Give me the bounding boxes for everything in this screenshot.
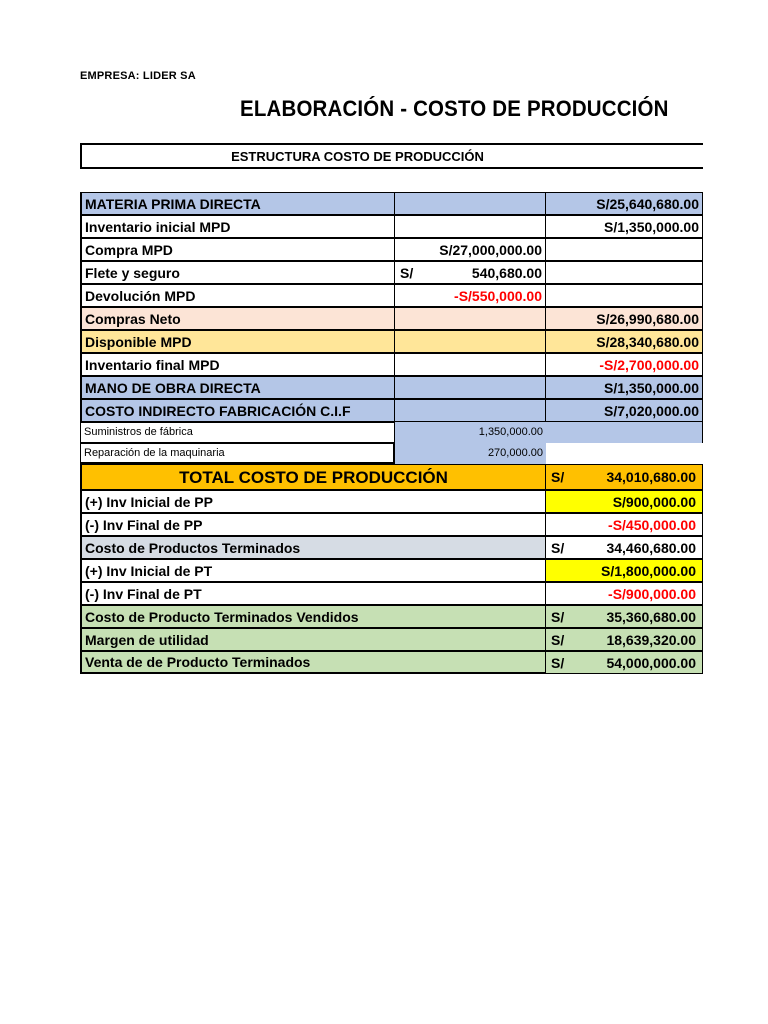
structure-header-text: ESTRUCTURA COSTO DE PRODUCCIÓN	[231, 149, 484, 164]
row-middle-value-text: -S/550,000.00	[454, 287, 542, 304]
row-label	[80, 513, 546, 536]
row-middle-value	[395, 443, 546, 464]
row-value	[546, 582, 703, 605]
currency-symbol: S/	[551, 608, 565, 625]
row-label	[80, 536, 546, 559]
row-value	[546, 192, 703, 215]
row-middle-value	[395, 307, 546, 330]
row-value	[546, 651, 703, 674]
row-label-text: Inventario final MPD	[85, 356, 220, 373]
row-middle-value-text: 540,680.00	[471, 264, 542, 281]
row-label	[80, 192, 395, 215]
row-value	[546, 215, 703, 238]
row-label-text: Venta de de Producto Terminados	[85, 654, 311, 670]
row-middle-value	[395, 422, 546, 443]
row-label-text: Suministros de fábrica	[84, 426, 193, 438]
row-value-text: 18,639,320.00	[606, 631, 696, 648]
row-label-text: Flete y seguro	[85, 264, 180, 281]
row-value	[546, 307, 703, 330]
row-label-text: (-) Inv Final de PP	[85, 516, 203, 533]
row-label-text: (+) Inv Inicial de PP	[85, 493, 213, 510]
row-middle-value-text: 270,000.00	[487, 447, 543, 459]
row-middle-value	[395, 399, 546, 422]
row-value-text: S/7,020,000.00	[604, 402, 699, 419]
row-value-text: S/1,350,000.00	[604, 379, 699, 396]
row-middle-value	[395, 376, 546, 399]
row-value-text: S/900,000.00	[612, 493, 696, 510]
row-label-text: Compras Neto	[85, 310, 181, 327]
row-value-text: S/1,800,000.00	[601, 562, 696, 579]
row-label-text: Costo de Productos Terminados	[85, 539, 301, 556]
row-value-text: -S/2,700,000.00	[599, 356, 699, 373]
row-value-text: 35,360,680.00	[606, 608, 696, 625]
row-label	[80, 582, 546, 605]
company-label: EMPRESA: LIDER SA	[80, 70, 196, 82]
row-value-text: -S/900,000.00	[608, 585, 696, 602]
row-label	[80, 399, 395, 422]
row-value-text: 34,010,680.00	[606, 469, 696, 485]
row-value	[546, 443, 703, 464]
row-value	[546, 376, 703, 399]
row-label	[80, 330, 395, 353]
row-label	[80, 261, 395, 284]
page-title: ELABORACIÓN - COSTO DE PRODUCCIÓN	[240, 96, 669, 121]
row-label-text: Compra MPD	[85, 241, 173, 258]
row-label	[80, 464, 546, 490]
row-value	[546, 422, 703, 443]
row-label	[80, 215, 395, 238]
row-value	[546, 261, 703, 284]
row-label-text: Margen de utilidad	[85, 631, 209, 648]
row-value	[546, 238, 703, 261]
row-label-text: Devolución MPD	[85, 287, 196, 304]
row-label-text: COSTO INDIRECTO FABRICACIÓN C.I.F	[85, 402, 351, 419]
row-middle-value-text: 1,350,000.00	[478, 426, 543, 438]
row-value	[546, 399, 703, 422]
row-value-text: S/1,350,000.00	[604, 218, 699, 235]
row-middle-value	[395, 284, 546, 307]
row-middle-value	[395, 261, 546, 284]
row-value	[546, 284, 703, 307]
row-middle-value	[395, 353, 546, 376]
currency-symbol: S/	[551, 539, 565, 556]
row-middle-value	[395, 330, 546, 353]
row-value	[546, 513, 703, 536]
currency-symbol: S/	[551, 654, 565, 671]
row-label	[80, 443, 395, 464]
row-value	[546, 559, 703, 582]
row-value-text: 54,000,000.00	[606, 654, 696, 671]
row-value	[546, 464, 703, 490]
row-label	[80, 628, 546, 651]
row-label	[80, 238, 395, 261]
row-middle-value	[395, 192, 546, 215]
row-middle-value-text: S/27,000,000.00	[439, 241, 542, 258]
row-middle-value	[395, 238, 546, 261]
row-value-text: S/25,640,680.00	[596, 195, 699, 212]
row-label-text: Reparación de la maquinaria	[84, 446, 225, 459]
row-value-text: -S/450,000.00	[608, 516, 696, 533]
row-label-text: Costo de Producto Terminados Vendidos	[85, 608, 359, 625]
currency-symbol: S/	[400, 264, 414, 281]
row-label	[80, 307, 395, 330]
row-label	[80, 284, 395, 307]
row-value	[546, 605, 703, 628]
row-label	[80, 376, 395, 399]
row-label	[80, 559, 546, 582]
row-label	[80, 651, 546, 674]
row-value	[546, 536, 703, 559]
currency-symbol: S/	[551, 631, 565, 648]
row-value	[546, 490, 703, 513]
row-label-text: (-) Inv Final de PT	[85, 585, 202, 602]
row-label-text: MANO DE OBRA DIRECTA	[85, 379, 261, 396]
row-label-text: Inventario inicial MPD	[85, 218, 231, 235]
row-value	[546, 628, 703, 651]
row-label	[80, 353, 395, 376]
row-label	[80, 422, 395, 443]
row-label-text: (+) Inv Inicial de PT	[85, 562, 213, 579]
row-value-text: S/26,990,680.00	[596, 310, 699, 327]
row-value-text: 34,460,680.00	[606, 539, 696, 556]
row-label-text: MATERIA PRIMA DIRECTA	[85, 195, 261, 212]
row-value	[546, 353, 703, 376]
row-value	[546, 330, 703, 353]
row-label-text: TOTAL COSTO DE PRODUCCIÓN	[179, 467, 448, 487]
currency-symbol: S/	[551, 469, 565, 485]
row-value-text: S/28,340,680.00	[596, 333, 699, 350]
row-label-text: Disponible MPD	[85, 333, 192, 350]
row-middle-value	[395, 215, 546, 238]
row-label	[80, 605, 546, 628]
row-label	[80, 490, 546, 513]
